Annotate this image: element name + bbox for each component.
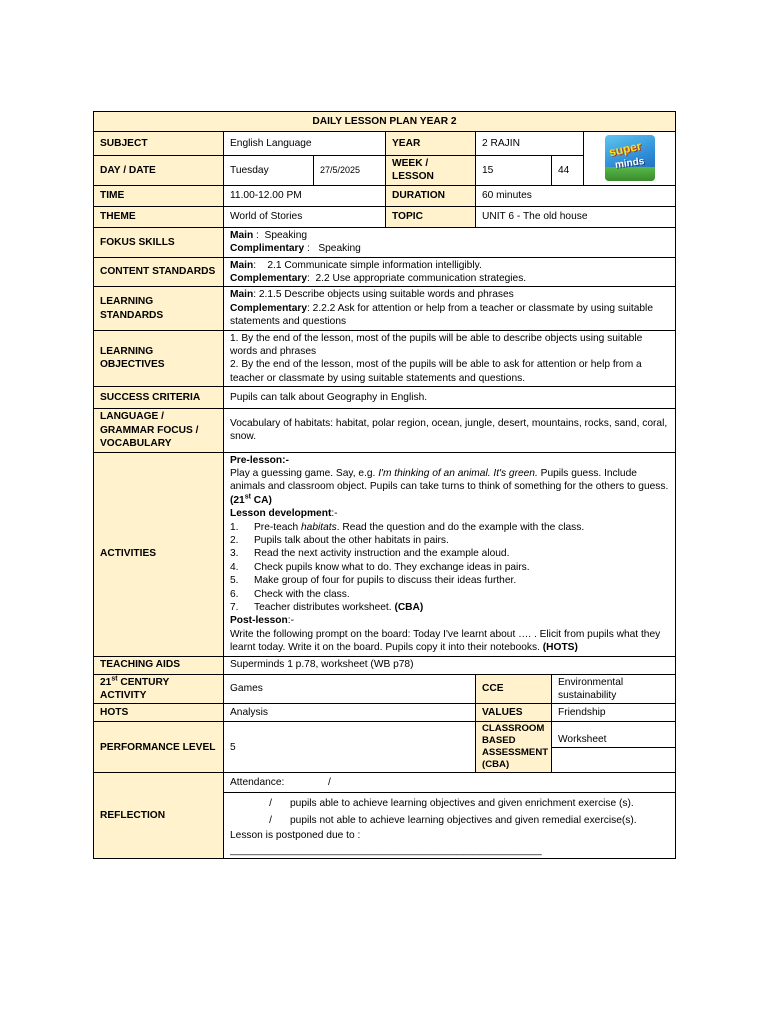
year-label: YEAR [386,132,476,156]
hots-value: Analysis [224,704,476,722]
post-lesson-body: Write the following prompt on the board: Today I've learnt about …. . Elicit from pupils what they learnt today. Write it on the board. Pupils copy it into their notebooks. [230,628,661,654]
success-criteria-value: Pupils can talk about Geography in English. [224,387,676,409]
lesson-steps [230,521,669,615]
learning-standards-value [224,287,676,330]
pre-lesson-tag-sup: st [244,493,251,501]
subject-value: English Language [224,132,386,156]
pre-lesson-italic: I'm thinking of an animal. It's green. [378,467,538,479]
activities-label: ACTIVITIES [94,452,224,656]
step-1-text-b: . Read the question and do the example with the class. [336,521,585,533]
fokus-main-sep: : [253,229,265,241]
post-lesson-label: Post-lesson [230,615,288,627]
day-value: Tuesday [224,156,314,186]
step-1-italic: habitats [301,521,337,533]
day-date-label: DAY / DATE [94,156,224,186]
logo-word-minds: minds [613,156,645,172]
lesson-value: 44 [552,156,584,186]
post-lesson-tag: (HOTS) [542,642,578,654]
cba-label: CLASSROOM BASED ASSESSMENT (CBA) [476,722,552,773]
learning-objective-1: 1. By the end of the lesson, most of the pupils will be able to describe objects using suitable words and phrases [230,332,643,358]
post-lesson-text [230,628,669,655]
fokus-skills-label: FOKUS SKILLS [94,227,224,257]
time-value: 11.00-12.00 PM [224,185,386,206]
cs-comp-text: : 2.2 Use appropriate communication strategies. [307,273,527,285]
theme-label: THEME [94,206,224,227]
subject-label: SUBJECT [94,132,224,156]
cs-comp-label: Complementary [230,273,307,285]
learning-standards-label: LEARNING STANDARDS [94,287,224,330]
cce-value: Environmental sustainability [552,674,676,704]
ls-comp-text: : 2.2.2 Ask for attention or help from a teacher or classmate by using suitable statements and questions [230,302,653,328]
step-4-text: Check pupils know what to do. They exchange ideas in pairs. [254,561,530,573]
fokus-comp-value: Speaking [318,243,361,255]
performance-level-value: 5 [224,722,476,773]
step-7-text: Teacher distributes worksheet. [254,601,395,613]
cba-value-cell [552,722,676,773]
step-2-text: Pupils talk about the other habitats in pairs. [254,534,449,546]
theme-value: World of Stories [224,206,386,227]
step-6-text: Check with the class. [254,588,350,600]
teaching-aids-label: TEACHING AIDS [94,656,224,674]
cba-blank [552,748,675,761]
lesson-plan-table [93,111,676,859]
reflection-line-2-text: pupils not able to achieve learning objectives and given remedial exercise(s). [290,814,637,826]
success-criteria-label: SUCCESS CRITERIA [94,387,224,409]
reflection-line-1 [230,795,669,812]
ls-comp-label: Complementary [230,302,307,314]
content-standards-label: CONTENT STANDARDS [94,257,224,287]
attendance-row [224,774,675,793]
list-item [230,547,669,560]
step-number: 2. [230,534,239,546]
language-focus-value: Vocabulary of habitats: habitat, polar region, ocean, jungle, desert, mountains, rocks, sand, coral, snow. [224,409,676,452]
pre-lesson-text-a: Play a guessing game. Say, e.g. [230,467,379,479]
reflection-label: REFLECTION [94,773,224,859]
cs-main-label: Main [230,259,254,271]
list-item [230,588,669,601]
step-3-text: Read the next activity instruction and the example aloud. [254,548,510,560]
year-value: 2 RAJIN [476,132,584,156]
century-activity-label [94,674,224,704]
reflection-line-1-text: pupils able to achieve learning objectives and given enrichment exercise (s). [290,797,634,809]
fokus-main-label: Main [230,229,254,241]
list-item [230,534,669,547]
list-item [230,561,669,574]
activities-value: Pre-lesson:- Play a guessing game. Say, e.g. I'm thinking of an animal. It's green. Pupils guess. Include animals and classroom object. Pupils can take turns to think of something for the others to guess. (21st CA) Lesson development:- 1. Pre-teach habitats. Read the question and do the example with the class. 2. Pupils talk about the other habitats in pairs. 3. Read the next activity instruction and the example aloud. 4. Check pupils know what to do. They exchange ideas in pairs. 5. Make group of four for pupils to discuss their ideas further. 6. Check with the class. 7. Teacher distributes worksheet. (CBA) Post-lesson:- Write the following prompt on the board: Today I've learnt about …. . Elicit from pupils what they learnt today. Write it on the board. Pupils copy it into their notebooks. (HOTS) [224,452,676,656]
cba-value: Worksheet [552,733,675,748]
postponed-underline: _______________________________________________________ [230,844,542,856]
pre-lesson-tag-a: (21 [230,494,245,506]
century-activity-value: Games [224,674,476,704]
lesson-development-label: Lesson development [230,508,332,520]
pre-lesson-text-b: Pupils guess. Include animals and classroom object. Pupils can take turns to think of something for the others to guess. [230,467,669,493]
century-rest: CENTURY ACTIVITY [100,676,170,701]
ls-main-text: : 2.1.5 Describe objects using suitable words and phrases [253,289,514,301]
pre-lesson-label: Pre-lesson [230,454,283,466]
reflection-body [224,793,675,858]
content-standards-value [224,257,676,287]
list-item [230,601,669,614]
list-item [230,521,669,534]
week-value: 15 [476,156,552,186]
performance-level-label: PERFORMANCE LEVEL [94,722,224,773]
time-label: TIME [94,185,224,206]
reflection-line-2 [230,812,669,829]
teaching-aids-value: Superminds 1 p.78, worksheet (WB p78) [224,656,676,674]
step-number: 1. [230,521,239,533]
superminds-logo-cell [584,132,676,186]
values-value: Friendship [552,704,676,722]
fokus-comp-sep: : [304,243,319,255]
reflection-line-1-sep: / [269,797,272,809]
reflection-line-2-sep: / [269,814,272,826]
hots-label: HOTS [94,704,224,722]
step-7-tag: (CBA) [394,601,424,613]
century-num: 21 [100,676,112,688]
learning-objectives-label: LEARNING OBJECTIVES [94,330,224,387]
plan-title: DAILY LESSON PLAN YEAR 2 [94,112,676,132]
values-label: VALUES [476,704,552,722]
postponed-label: Lesson is postponed due to : [230,829,361,841]
learning-objectives-value [224,330,676,387]
step-5-text: Make group of four for pupils to discuss their ideas further. [254,575,517,587]
step-number: 6. [230,588,239,600]
list-item [230,574,669,587]
week-lesson-label: WEEK / LESSON [386,156,476,186]
logo-word-super: super [607,139,643,160]
century-sup: st [111,675,118,683]
fokus-comp-label: Complimentary [230,243,305,255]
pre-lesson-text [230,467,669,507]
cce-label: CCE [476,674,552,704]
duration-value: 60 minutes [476,185,676,206]
language-focus-label: LANGUAGE / GRAMMAR FOCUS / VOCABULARY [94,409,224,452]
step-number: 5. [230,575,239,587]
step-number: 4. [230,561,239,573]
learning-objective-2: 2. By the end of the lesson, most of the pupils will be able to ask for attention or help from a teacher or classmate by using suitable statements and questions. [230,359,642,384]
step-1-text-a: Pre-teach [254,521,301,533]
reflection-value [224,773,676,859]
topic-value: UNIT 6 - The old house [476,206,676,227]
topic-label: TOPIC [386,206,476,227]
fokus-main-value: Speaking [264,229,308,241]
cs-main-text: : 2.1 Communicate simple information intelligibly. [253,259,482,271]
step-number: 7. [230,601,239,613]
step-number: 3. [230,548,239,560]
pre-lesson-tag-b: CA) [250,494,272,506]
attendance-label: Attendance: [230,777,285,789]
fokus-skills-value [224,227,676,257]
superminds-logo [605,135,655,181]
ls-main-label: Main [230,289,254,301]
pre-lesson-tag [230,495,272,506]
duration-label: DURATION [386,185,476,206]
attendance-sep: / [328,777,331,789]
date-value: 27/5/2025 [314,156,386,186]
